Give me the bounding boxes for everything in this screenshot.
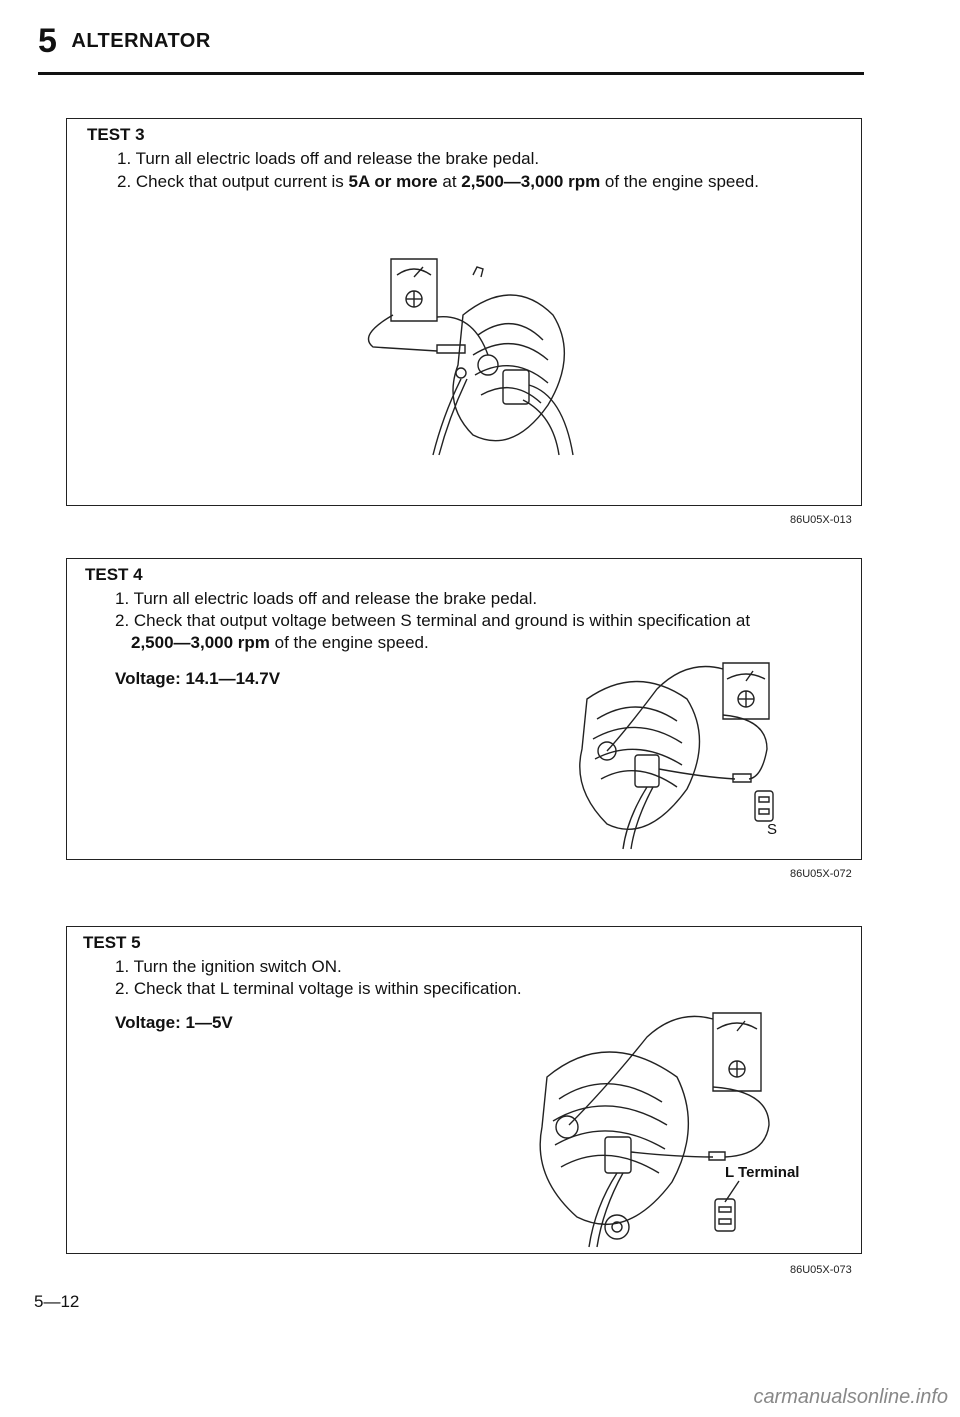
test-4-illustration	[527, 659, 777, 849]
test-4-step-2-cont: 2,500—3,000 rpm of the engine speed.	[131, 633, 429, 652]
header-rule	[38, 72, 864, 75]
multimeter-icon	[713, 1013, 761, 1091]
test-5-title: TEST 5	[83, 933, 141, 952]
test-5-step-2: 2. Check that L terminal voltage is within specification.	[115, 979, 522, 998]
test-5-step-1: 1. Turn the ignition switch ON.	[115, 957, 342, 976]
test-5-voltage-spec: Voltage: 1—5V	[115, 1013, 233, 1032]
alternator-icon	[453, 295, 564, 441]
l-terminal-connector-icon	[715, 1199, 735, 1231]
test-5-illustration	[477, 1007, 800, 1247]
test-5-box	[66, 926, 862, 1254]
l-terminal-label: L Terminal	[725, 1164, 800, 1181]
test-3-illustration	[363, 255, 593, 455]
test-4-step-1: 1. Turn all electric loads off and release the brake pedal.	[115, 589, 538, 608]
alternator-icon	[540, 1052, 688, 1224]
test-4-voltage-spec: Voltage: 14.1—14.7V	[115, 669, 281, 688]
test-3-title: TEST 3	[87, 125, 145, 144]
test-5-figure-code: 86U05X-073	[790, 1264, 852, 1276]
section-header	[38, 22, 864, 61]
s-terminal-label: S	[766, 821, 777, 838]
test-3-box	[66, 118, 862, 506]
test-3-step-1: 1. Turn all electric loads off and release the brake pedal.	[117, 149, 540, 168]
test-4-figure-code: 86U05X-072	[790, 868, 852, 880]
test-4-title: TEST 4	[85, 565, 143, 584]
section-number: 5	[38, 22, 57, 60]
test-3-step-2: 2. Check that output current is 5A or more at 2,500—3,000 rpm of the engine speed.	[117, 172, 759, 191]
section-title: ALTERNATOR	[71, 30, 211, 52]
test-4-step-2: 2. Check that output voltage between S terminal and ground is within specification at	[115, 611, 751, 630]
test-4-box	[66, 558, 862, 860]
test-3-figure-code: 86U05X-013	[790, 514, 852, 526]
footer-watermark: carmanualsonline.info	[753, 1386, 948, 1408]
page-number: 5—12	[34, 1292, 80, 1311]
s-terminal-connector-icon	[755, 791, 773, 821]
